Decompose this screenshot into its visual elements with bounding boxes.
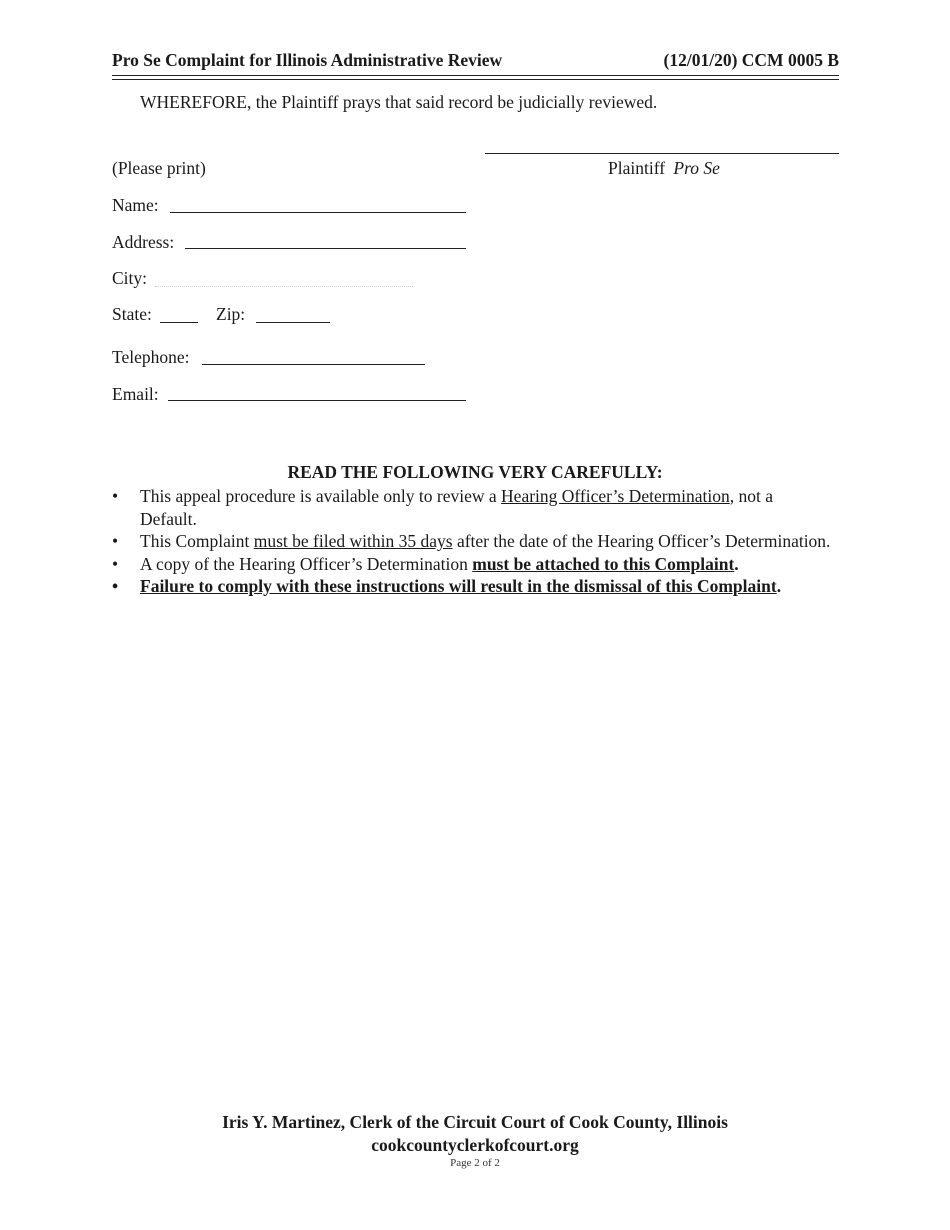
city-field[interactable] xyxy=(155,286,413,287)
bullet-icon: • xyxy=(112,486,119,506)
bullet-3-end: . xyxy=(734,553,739,574)
signature-label-italic: Pro Se xyxy=(673,158,720,178)
address-label: Address: xyxy=(112,232,175,252)
bullet-4-end: . xyxy=(776,576,782,596)
footer-website[interactable]: cookcountyclerkofcourt.org xyxy=(371,1135,579,1155)
signature-label-text: Plaintiff xyxy=(608,158,666,178)
bullet-2-text: This Complaint xyxy=(140,531,254,551)
notice-heading: READ THE FOLLOWING VERY CAREFULLY: xyxy=(287,462,663,482)
list-item xyxy=(112,553,832,576)
page-header xyxy=(112,50,839,72)
wherefore-clause: WHEREFORE, the Plaintiff prays that said record be judicially reviewed. xyxy=(140,92,658,112)
page-number: Page 2 of 2 xyxy=(450,1157,500,1169)
list-item xyxy=(112,485,832,530)
header-rule-bottom xyxy=(112,79,839,80)
bullet-2-underlined: must be filed within 35 days xyxy=(253,531,453,551)
signature-label xyxy=(608,158,720,179)
bullet-1-text: This appeal procedure is available only to review a xyxy=(140,486,502,506)
city-label: City: xyxy=(112,268,148,288)
instructions-list xyxy=(112,485,832,598)
zip-label: Zip: xyxy=(216,304,246,324)
address-field[interactable] xyxy=(185,248,466,249)
signature-line[interactable] xyxy=(485,153,839,154)
bullet-1-underlined: Hearing Officer’s Determination xyxy=(501,486,730,506)
state-label: State: xyxy=(112,304,152,324)
header-rule-top xyxy=(112,75,839,76)
name-field[interactable] xyxy=(170,212,466,213)
bullet-icon: • xyxy=(112,553,119,574)
email-label: Email: xyxy=(112,384,159,404)
please-print-note: (Please print) xyxy=(112,158,206,178)
form-code: (12/01/20) CCM 0005 B xyxy=(663,50,839,70)
bullet-1-end: , not a Default. xyxy=(140,486,774,529)
bullet-3-emphasis: must be attached to this Complaint xyxy=(472,553,735,574)
list-item xyxy=(112,530,832,553)
bullet-4-emphasis: Failure to comply with these instructions will result in the dismissal of this Complaint xyxy=(140,576,777,596)
state-field[interactable] xyxy=(160,322,198,323)
telephone-field[interactable] xyxy=(202,364,425,365)
bullet-3-text: A copy of the Hearing Officer’s Determination xyxy=(140,553,473,574)
bullet-2-end: after the date of the Hearing Officer’s Determination. xyxy=(452,531,831,551)
form-title: Pro Se Complaint for Illinois Administrative Review xyxy=(112,50,503,70)
zip-field[interactable] xyxy=(256,322,330,323)
footer-clerk: Iris Y. Martinez, Clerk of the Circuit Court of Cook County, Illinois xyxy=(222,1112,728,1132)
list-item xyxy=(112,575,832,598)
name-label: Name: xyxy=(112,195,159,215)
telephone-label: Telephone: xyxy=(112,347,190,367)
bullet-icon: • xyxy=(112,576,119,596)
email-field[interactable] xyxy=(168,400,466,401)
bullet-icon: • xyxy=(112,531,119,551)
